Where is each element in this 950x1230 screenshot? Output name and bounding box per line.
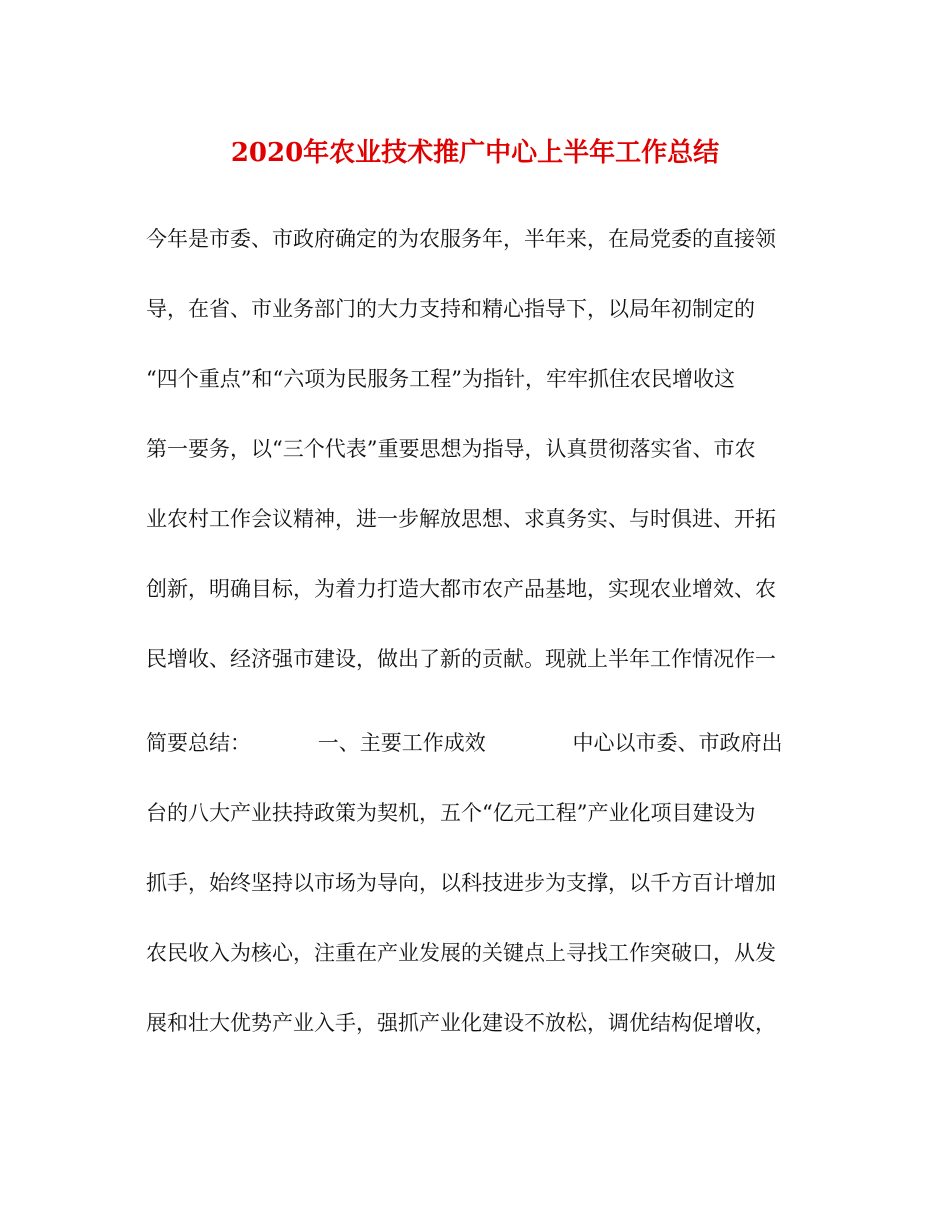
body-line-8: 简要总结： 一、主要工作成效 中心以市委、市政府出 — [146, 731, 783, 755]
body-line-7: 民增收、经济强市建设，做出了新的贡献。现就上半年工作情况作一 — [146, 647, 776, 671]
body-line-6: 创新，明确目标，为着力打造大都市农产品基地，实现农业增效、农 — [146, 577, 776, 601]
body-line-12: 展和壮大优势产业入手，强抓产业化建设不放松，调优结构促增收， — [146, 1011, 776, 1035]
body-line-10: 抓手，始终坚持以市场为导向，以科技进步为支撑，以千方百计增加 — [146, 871, 776, 895]
body-line-2: 导，在省、市业务部门的大力支持和精心指导下，以局年初制定的 — [146, 297, 755, 321]
body-line-1: 今年是市委、市政府确定的为农服务年，半年来，在局党委的直接领 — [146, 227, 776, 251]
body-line-4: 第一要务，以“三个代表”重要思想为指导，认真贯彻落实省、市农 — [146, 437, 756, 461]
body-line-11: 农民收入为核心，注重在产业发展的关键点上寻找工作突破口，从发 — [146, 941, 776, 965]
body-line-5: 业农村工作会议精神，进一步解放思想、求真务实、与时俱进、开拓 — [146, 507, 776, 531]
document-title: 2020年农业技术推广中心上半年工作总结 — [230, 138, 720, 168]
body-line-3: “四个重点”和“六项为民服务工程”为指针，牢牢抓住农民增收这 — [146, 367, 735, 391]
body-line-9: 台的八大产业扶持政策为契机，五个“亿元工程”产业化项目建设为 — [146, 801, 756, 825]
